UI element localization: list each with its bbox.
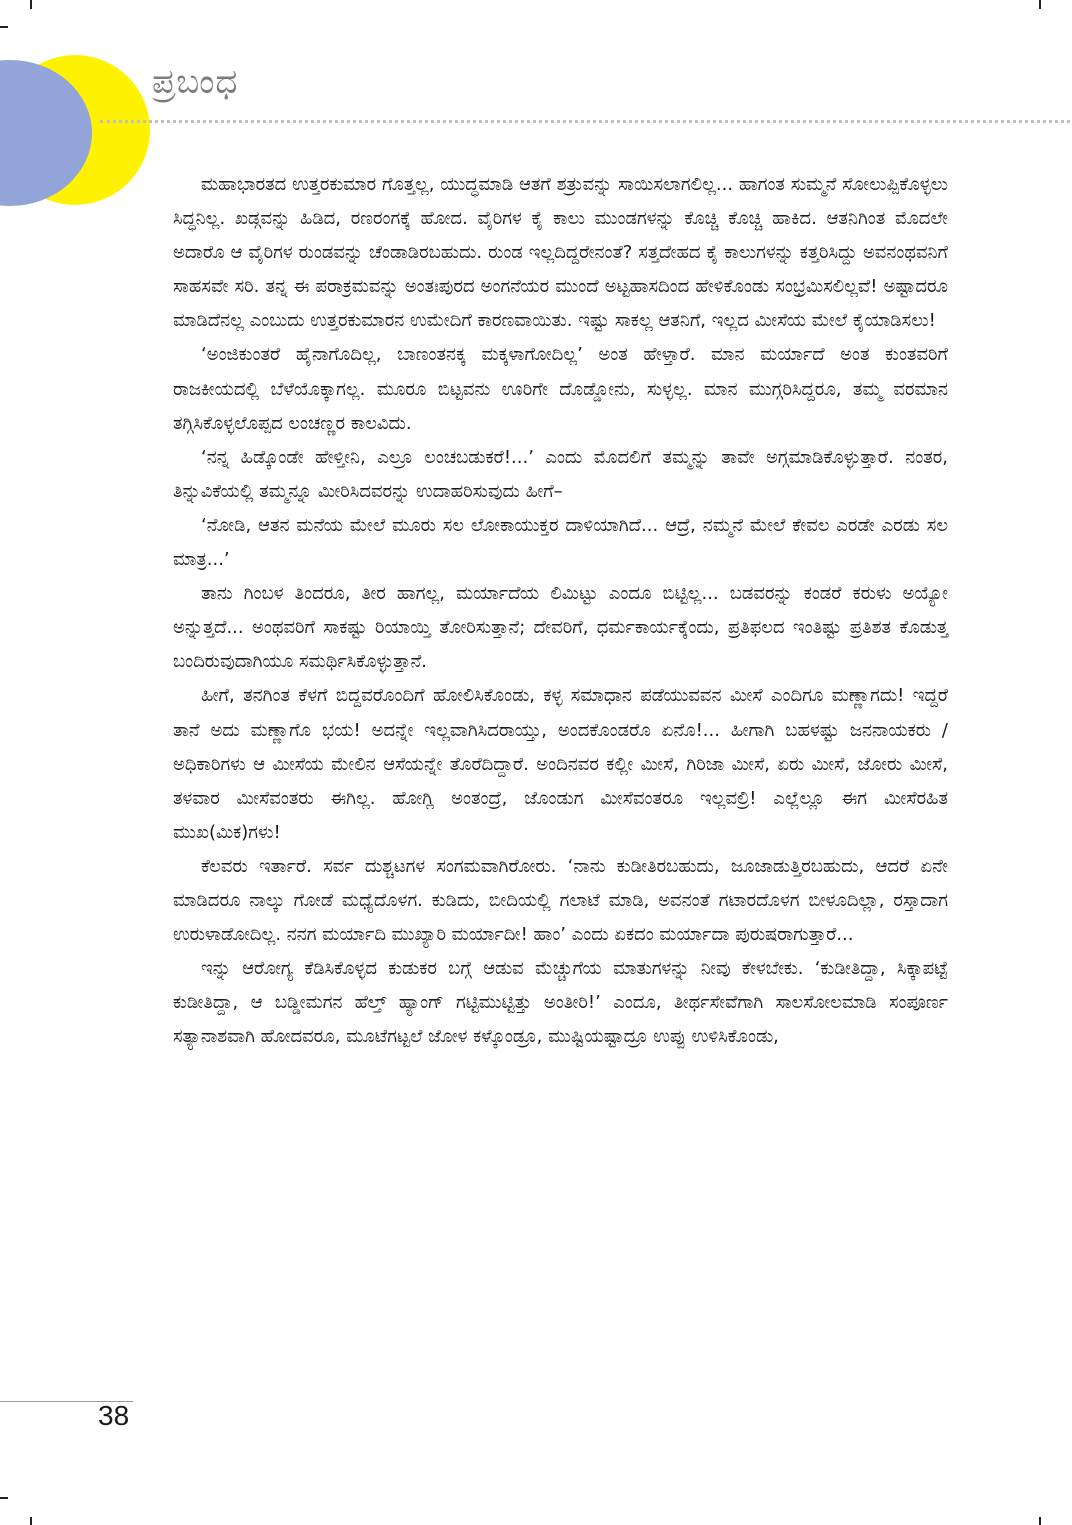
paragraph: ‘ನನ್ನ ಹಿಡ್ಕೊಂಡೇ ಹೇಳ್ತೀನಿ, ಎಲ್ರೂ ಲಂಚಬಡುಕರೆ!...’ ಎಂದು ಮೊದಲಿಗೆ ತಮ್ಮನ್ನು ತಾವೇ ಅಗ್ಗಮಾಡಿಕೊಳ್ಳುತ್ತಾರೆ. ನಂತರ, ತಿನ್ನುವಿಕೆಯಲ್ಲಿ ತಮ್ಮನ್ನೂ ಮೀರಿಸಿದವರನ್ನು ಉದಾಹರಿಸುವುದು ಹೀಗೆ– [173, 446, 948, 502]
paragraph: ಕೆಲವರು ಇರ್ತಾರೆ. ಸರ್ವ ದುಶ್ಚಟಗಳ ಸಂಗಮವಾಗಿರೋರು. ‘ನಾನು ಕುಡೀತಿರಬಹುದು, ಜೂಜಾಡುತ್ತಿರಬಹುದು, ಆದರೆ ಏನೇ ಮಾಡಿದರೂ ನಾಲ್ಕು ಗೋಡೆ ಮಧ್ಯೆದೊಳಗ. ಕುಡಿದು, ಬೀದಿಯಲ್ಲಿ ಗಲಾಟೆ ಮಾಡಿ, ಅವನಂತೆ ಗಟಾರದೊಳಗ ಬೀಳೂದಿಲ್ಲಾ, ರಸ್ತಾದಾಗ ಉರುಳಾಡೋದಿಲ್ಲ. ನನಗ ಮರ್ಯಾದಿ ಮುಖ್ಯಾರಿ ಮರ್ಯಾದೀ! ಹಾಂ’ ಎಂದು ಏಕದಂ ಮರ್ಯಾದಾ ಪುರುಷರಾಗುತ್ತಾರೆ... [173, 855, 948, 946]
paragraph: ‘ನೋಡಿ, ಆತನ ಮನೆಯ ಮೇಲೆ ಮೂರು ಸಲ ಲೋಕಾಯುಕ್ತರ ದಾಳಿಯಾಗಿದೆ... ಆದ್ರೆ, ನಮ್ಮನೆ ಮೇಲೆ ಕೇವಲ ಎರಡೇ ಎರಡು ಸಲ ಮಾತ್ರ...’ [173, 514, 948, 571]
paragraph: ಹೀಗೆ, ತನಗಿಂತ ಕೆಳಗೆ ಬಿದ್ದವರೊಂದಿಗೆ ಹೋಲಿಸಿಕೊಂಡು, ಕಳ್ಳ ಸಮಾಧಾನ ಪಡೆಯುವವನ ಮೀಸೆ ಎಂದಿಗೂ ಮಣ್ಣಾಗದು! ಇದ್ದರೆ ತಾನೆ ಅದು ಮಣ್ಣಾಗೊ ಭಯ! ಅದನ್ನೇ ಇಲ್ಲವಾಗಿಸಿದರಾಯ್ತು, ಅಂದಕೊಂಡರೊ ಏನೊ!... ಹೀಗಾಗಿ ಬಹಳಷ್ಟು ಜನನಾಯಕರು / ಅಧಿಕಾರಿಗಳು ಆ ಮೀಸೆಯ ಮೇಲಿನ ಆಸೆಯನ್ನೇ ತೊರೆದಿದ್ದಾರೆ. ಅಂದಿನವರ ಕಲ್ಲೀ ಮೀಸೆ, ಗಿರಿಜಾ ಮೀಸೆ, ಏರು ಮೀಸೆ, ಜೋರು ಮೀಸೆ, ತಳವಾರ ಮೀಸೆವಂತರು ಈಗಿಲ್ಲ. ಹೋಗ್ಲಿ ಅಂತಂದ್ರೆ, ಜೊಂಡುಗ ಮೀಸೆವಂತರೂ ಇಲ್ಲವಲ್ರಿ! ಎಲ್ಲೆಲ್ಲೂ ಈಗ ಮೀಸೆರಹಿತ ಮುಖ(ಮಿಕ)ಗಳು! [173, 685, 948, 843]
crop-mark-top-right [1039, 0, 1041, 9]
paragraph: ಮಹಾಭಾರತದ ಉತ್ತರಕುಮಾರ ಗೊತ್ತಲ್ಲ, ಯುದ್ಧಮಾಡಿ ಆತಗೆ ಶತ್ರುವನ್ನು ಸಾಯಿಸಲಾಗಲಿಲ್ಲ... ಹಾಗಂತ ಸುಮ್ಮನೆ ಸೋಲುಪ್ಪಿಕೊಳ್ಳಲು ಸಿದ್ಧನಿಲ್ಲ. ಖಡ್ಗವನ್ನು ಹಿಡಿದ, ರಣರಂಗಕ್ಕೆ ಹೋದ. ವೈರಿಗಳ ಕೈ ಕಾಲು ಮುಂಡಗಳನ್ನು ಕೊಚ್ಚಿ ಕೊಚ್ಚಿ ಹಾಕಿದ. ಆತನಿಗಿಂತ ಮೊದಲೇ ಅದಾರೊ ಆ ವೈರಿಗಳ ರುಂಡವನ್ನು ಚೆಂಡಾಡಿರಬಹುದು. ರುಂಡ ಇಲ್ಲದಿದ್ದರೇನಂತೆ? ಸತ್ತದೇಹದ ಕೈ ಕಾಲುಗಳನ್ನು ಕತ್ತರಿಸಿದ್ದು ಅವನಂಥವನಿಗೆ ಸಾಹಸವೇ ಸರಿ. ತನ್ನ ಈ ಪರಾಕ್ರಮವನ್ನು ಅಂತಃಪುರದ ಅಂಗನೆಯರ ಮುಂದೆ ಅಟ್ಟಹಾಸದಿಂದ ಹೇಳಿಕೊಂಡು ಸಂಭ್ರಮಿಸಲಿಲ್ಲವೆ! ಅಷ್ಟಾದರೂ ಮಾಡಿದೆನಲ್ಲ ಎಂಬುದು ಉತ್ತರಕುಮಾರನ ಉಮೇದಿಗೆ ಕಾರಣವಾಯಿತು. ಇಷ್ಟು ಸಾಕಲ್ಲ ಆತನಿಗೆ, ಇಲ್ಲದ ಮೀಸೆಯ ಮೇಲೆ ಕೈಯಾಡಿಸಲು! [173, 174, 948, 332]
crop-mark-left-bottom [0, 1497, 8, 1499]
paragraph: ತಾನು ಗಿಂಬಳ ತಿಂದರೂ, ತೀರ ಹಾಗಲ್ಲ, ಮರ್ಯಾದೆಯ ಲಿಮಿಟ್ಟು ಎಂದೂ ಬಿಟ್ಟಿಲ್ಲ... ಬಡವರನ್ನು ಕಂಡರೆ ಕರುಳು ಅಯ್ಯೋ ಅನ್ನುತ್ತದೆ... ಅಂಥವರಿಗೆ ಸಾಕಷ್ಟು ರಿಯಾಯ್ತಿ ತೋರಿಸುತ್ತಾನೆ; ದೇವರಿಗೆ, ಧರ್ಮಕಾರ್ಯಕ್ಕೆಂದು, ಪ್ರತಿಫಲದ ಇಂತಿಷ್ಟು ಪ್ರತಿಶತ ಕೊಡುತ್ತ ಬಂದಿರುವುದಾಗಿಯೂ ಸಮರ್ಥಿಸಿಕೊಳ್ಳುತ್ತಾನೆ. [173, 583, 948, 673]
crop-mark-bottom-right [1039, 1517, 1041, 1525]
crop-mark-left-top [0, 26, 8, 28]
crop-mark-bottom-left [30, 1517, 32, 1525]
header-dotted-divider [100, 120, 1070, 123]
article-body [173, 168, 948, 1054]
paragraph: ‘ಅಂಜಿಕುಂತರೆ ಹೈನಾಗೊದಿಲ್ಲ, ಬಾಣಂತನಕ್ಕ ಮಕ್ಕಳಾಗೋದಿಲ್ಲ’ ಅಂತ ಹೇಳ್ತಾರೆ. ಮಾನ ಮರ್ಯಾದೆ ಅಂತ ಕುಂತವರಿಗೆ ರಾಜಕೀಯದಲ್ಲಿ ಬೆಳೆಯೊಕ್ಕಾಗಲ್ಲ. ಮೂರೂ ಬಿಟ್ಟವನು ಊರಿಗೇ ದೊಡ್ಡೋನು, ಸುಳ್ಳಲ್ಲ. ಮಾನ ಮುಗ್ಗರಿಸಿದ್ದರೂ, ತಮ್ಮ ವರಮಾನ ತಗ್ಗಿಸಿಕೊಳ್ಳಲೊಪ್ಪದ ಲಂಚಣ್ಣರ ಕಾಲವಿದು. [173, 344, 948, 434]
crop-mark-top-left [30, 0, 32, 9]
section-title: ಪ್ರಬಂಧ [152, 62, 239, 102]
page-number: 38 [98, 1400, 130, 1431]
paragraph: ಇನ್ನು ಆರೋಗ್ಯ ಕೆಡಿಸಿಕೊಳ್ಳದ ಕುಡುಕರ ಬಗ್ಗೆ ಆಡುವ ಮೆಚ್ಚುಗೆಯ ಮಾತುಗಳನ್ನು ನೀವು ಕೇಳಬೇಕು. ‘ಕುಡೀತಿದ್ದಾ, ಸಿಕ್ಕಾಪಟ್ಟೆ ಕುಡೀತಿದ್ದಾ, ಆ ಬಡ್ಡೀಮಗನ ಹೆಲ್ತ್ ಹ್ಯಾಂಗ್ ಗಟ್ಟಿಮುಟ್ಟಿತ್ತು ಅಂತೀರಿ!’ ಎಂದೂ, ತೀರ್ಥಸೇವೆಗಾಗಿ ಸಾಲಸೋಲಮಾಡಿ ಸಂಪೂರ್ಣ ಸತ್ಯಾನಾಶವಾಗಿ ಹೋದವರೂ, ಮೂಟೆಗಟ್ಟಲೆ ಜೋಳ ಕಳ್ಕೊಂಡ್ರೂ, ಮುಷ್ಟಿಯಷ್ಟಾದ್ರೂ ಉಪ್ಪು ಉಳಿಸಿಕೊಂಡು, [173, 958, 948, 1048]
